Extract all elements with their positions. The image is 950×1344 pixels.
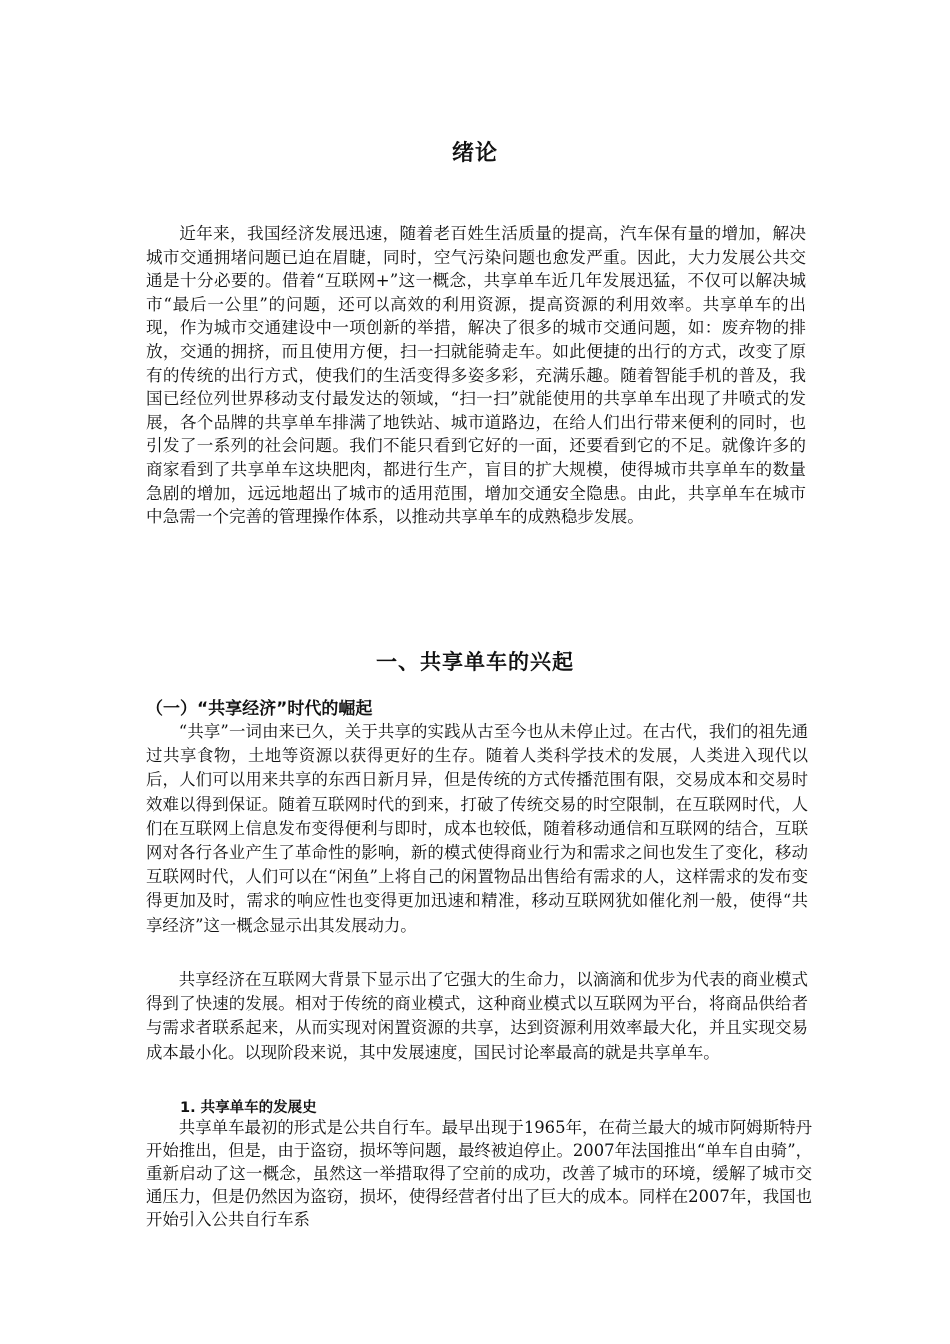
body-paragraph-1: “共享”一词由来已久，关于共享的实践从古至今也从未停止过。在古代，我们的祖先通过共享食物，土地等资源以获得更好的生存。随着人类科学技术的发展，人类进入现代以后，人们可以用来共享的东西日新月异，但是传统的方式传播范围有限，交易成本和交易时效难以得到保证。随着互联网时代的到来，打破了传统交易的时空限制，在互联网时代，人们在互联网上信息发布变得便利与即时，成本也较低，随着移动通信和互联网的结合，互联网对各行各业产生了革命性的影响，新的模式使得商业行为和需求之间也发生了变化，移动互联网时代，人们可以在“闲鱼”上将自己的闲置物品出售给有需求的人，这样需求的发布变得更加及时，需求的响应性也变得更加迅速和精准，移动互联网犹如催化剂一般，使得“共享经济”这一概念显示出其发展动力。 <box>146 722 808 935</box>
section-heading: 一、共享单车的兴起 <box>376 650 574 674</box>
subsubsection-heading: 1. 共享单车的发展史 <box>180 1100 317 1116</box>
intro-paragraph: 近年来，我国经济发展迅速，随着老百姓生活质量的提高，汽车保有量的增加，解决城市交通拥堵问题已迫在眉睫，同时，空气污染问题也愈发严重。因此，大力发展公共交通是十分必要的。借着“互联网+”这一概念，共享单车近几年发展迅猛，不仅可以解决城市“最后一公里”的问题，还可以高效的利用资源，提高资源的利用效率。共享单车的出现，作为城市交通建设中一项创新的举措，解决了很多的城市交通问题，如：废弃物的排放，交通的拥挤，而且使用方便，扫一扫就能骑走车。如此便捷的出行的方式，改变了原有的传统的出行方式，使我们的生活变得多姿多彩，充满乐趣。随着智能手机的普及，我国已经位列世界移动支付最发达的领域，“扫一扫”就能使用的共享单车出现了井喷式的发展，各个品牌的共享单车排满了地铁站、城市道路边，在给人们出行带来便利的同时，也引发了一系列的社会问题。我们不能只看到它好的一面，还要看到它的不足。就像许多的商家看到了共享单车这块肥肉，都进行生产，盲目的扩大规模，使得城市共享单车的数量急剧的增加，远远地超出了城市的适用范围，增加交通安全隐患。由此，共享单车在城市中急需一个完善的管理操作体系，以推动共享单车的成熟稳步发展。 <box>146 224 806 527</box>
body-paragraph-2: 共享经济在互联网大背景下显示出了它强大的生命力，以滴滴和优步为代表的商业模式得到了快速的发展。相对于传统的商业模式，这种商业模式以互联网为平台，将商品供给者与需求者联系起来，从而实现对闲置资源的共享，达到资源利用效率最大化，并且实现交易成本最小化。以现阶段来说，其中发展速度，国民讨论率最高的就是共享单车。 <box>146 970 808 1062</box>
document-title: 绪论 <box>451 141 498 166</box>
subsection-heading: （一）“共享经济”时代的崛起 <box>146 699 373 719</box>
body-paragraph-3: 共享单车最初的形式是公共自行车。最早出现于1965年，在荷兰最大的城市阿姆斯特丹开始推出，但是，由于盗窃，损坏等问题，最终被迫停止。2007年法国推出“单车自由骑”， 重新启动了这一概念，虽然这一举措取得了空前的成功，改善了城市的环境，缓解了城市交通压力，但是仍然因为盗窃，损坏，使得经营者付出了巨大的成本。同样在2007年，我国也开始引入公共自行车系 <box>146 1118 812 1229</box>
